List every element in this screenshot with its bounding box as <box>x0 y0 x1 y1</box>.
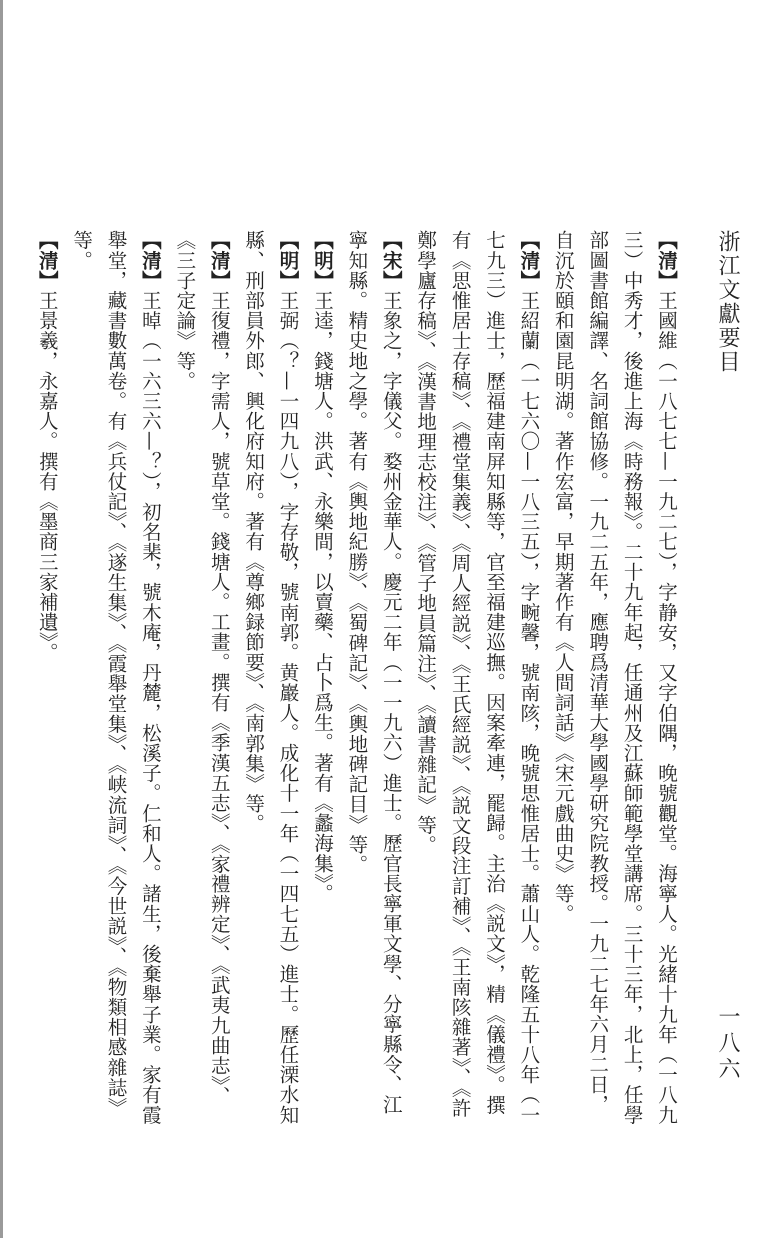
book-title: 浙江文獻要目 <box>715 230 740 374</box>
dynasty-label: 【明】 <box>276 230 300 291</box>
dynasty-label: 【宋】 <box>379 230 403 291</box>
entry-list <box>29 230 683 1130</box>
dynasty-label: 【清】 <box>655 230 678 291</box>
entry-wang-kui <box>305 230 339 1130</box>
entry-text: 王國維（一八七七—一九二七），字静安，又字伯隅，晚號觀堂。海寧人。光緒十九年（一八九三）中秀才，後進上海《時務報》。二十九年起，任通州及江蘇師範學堂講席。三十三年，北上，任學部圖書館編譯、名詞館協修。一九二五年，應聘爲清華大學國學研究院教授。一九二七年六月二日，自沉於頤和園昆明湖。著作宏富，早期著作有《人間詞話》《宋元戲曲史》等。 <box>551 230 678 1125</box>
entry-wang-shaolan <box>408 230 546 1130</box>
dynasty-label: 【明】 <box>310 230 334 291</box>
entry-text: 王景羲，永嘉人。撰有《墨商三家補遺》。 <box>35 290 59 663</box>
dynasty-label: 【清】 <box>138 230 162 291</box>
dynasty-label: 【清】 <box>35 230 59 291</box>
running-header <box>713 230 741 374</box>
entry-wang-zhuo <box>64 230 167 1130</box>
entry-wang-guowei <box>545 230 683 1130</box>
entry-text: 王晫（一六三六—？），初名棐，號木庵，丹麓，松溪子。仁和人。諸生，後棄舉子業。家有霞舉堂，藏書數萬卷。有《兵仗記》、《遂生集》、《霞舉堂集》、《峡流詞》、《今世説》、《物類相感雜誌》等。 <box>70 230 162 1125</box>
page-number: 一八六 <box>715 1005 740 1083</box>
entry-text: 王象之，字儀父。婺州金華人。慶元二年（一一九六）進士。歷官長寧軍文學、分寧縣令、江寧知縣。精史地之學。著有《輿地紀勝》、《蜀碑記》、《輿地碑記目》等。 <box>345 230 403 1115</box>
entry-wang-xiangzhi <box>339 230 408 1130</box>
entry-wang-jingxi <box>29 230 63 1130</box>
entry-text: 王紹蘭（一七六〇—一八三五），字畹馨，號南陔，晚號思惟居士。蕭山人。乾隆五十八年（一七九三）進士，歷福建南屏知縣等，官至福建巡撫。因案牽連，罷歸。主治《説文》，精《儀禮》。撰有《思惟居士存稿》、《禮堂集義》、《周人經説》、《王氏經説》、《説文段注訂補》、《王南陔雜著》、《許鄭學廬存稿》、《漢書地理志校注》、《管子地員篇注》、《讀書雜記》等。 <box>414 230 541 1125</box>
entry-text: 王逵，錢塘人。洪武、永樂間，以賣藥、占卜爲生。著有《蠡海集》。 <box>310 290 334 904</box>
page-edge-rule <box>0 0 3 1238</box>
entry-text: 王弼（？—一四九八），字存敬，號南郭。黄巖人。成化十一年（一四七五）進士。歷任溧水知縣、刑部員外郎、興化府知府。著有《尊鄉録節要》、《南郭集》等。 <box>242 230 300 1125</box>
entry-wang-bi <box>236 230 305 1130</box>
entry-text: 王復禮，字需人，號草堂。錢塘人。工畫。撰有《季漢五志》、《家禮辨定》、《武夷九曲志》、《三子定論》等。 <box>173 230 231 1106</box>
entry-wang-fuli <box>167 230 236 1130</box>
dynasty-label: 【清】 <box>207 230 231 291</box>
dynasty-label: 【清】 <box>517 230 541 291</box>
